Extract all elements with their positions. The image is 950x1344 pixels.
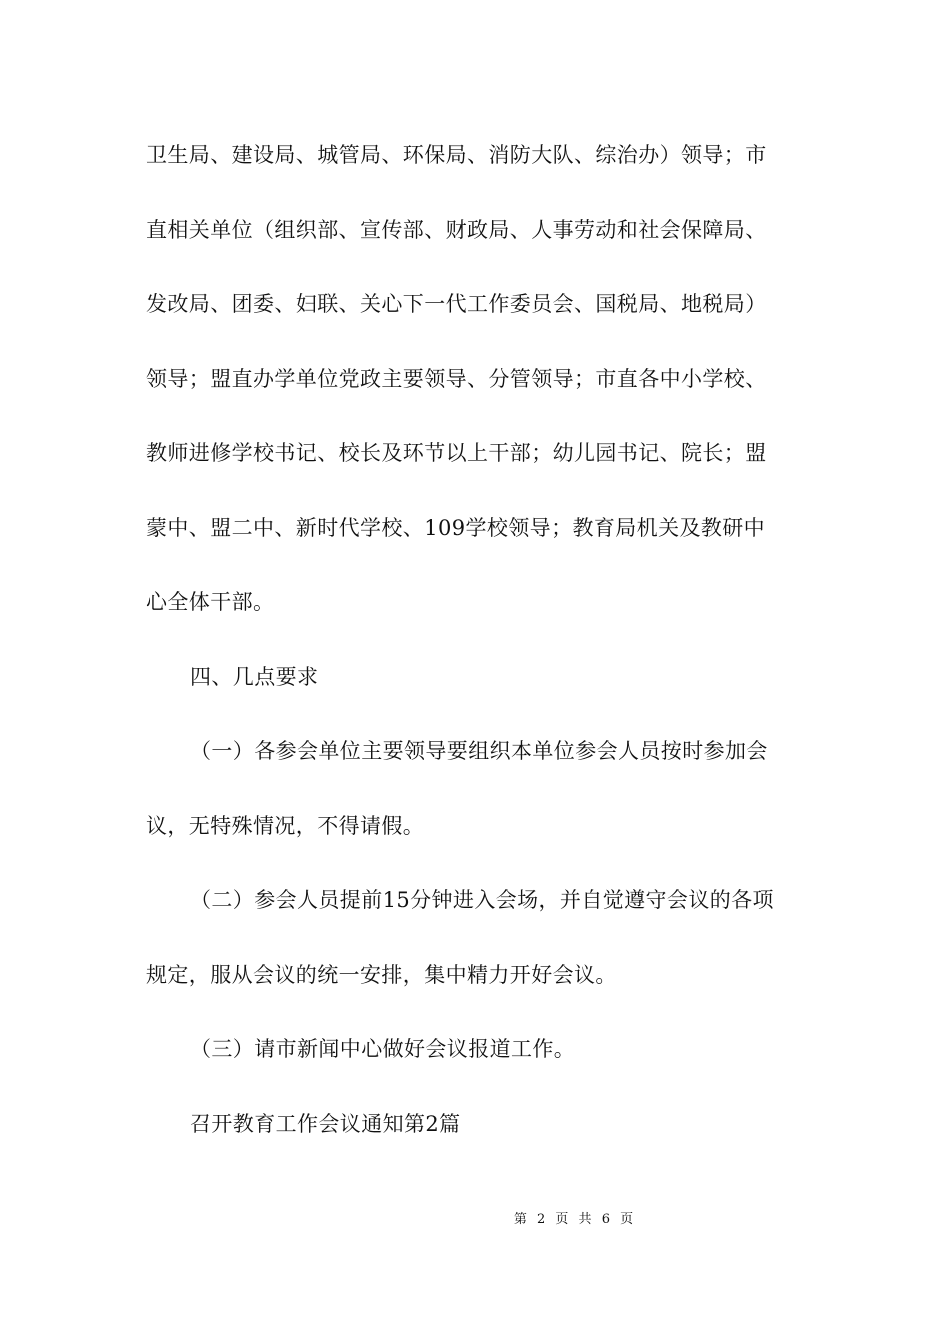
text-line: 议，无特殊情况，不得请假。: [146, 813, 425, 838]
text-line: （一）各参会单位主要领导要组织本单位参会人员按时参加会: [190, 739, 768, 763]
text-line: 教师进修学校书记、校长及环节以上干部；幼儿园书记、院长；盟: [146, 441, 767, 465]
page-number-footer: 第 2 页 共 6 页: [513, 1212, 637, 1227]
text-line: （三）请市新闻中心做好会议报道工作。: [190, 1037, 576, 1061]
article-title: 召开教育工作会议通知第2篇: [190, 1111, 461, 1136]
text-line: （二）参会人员提前15分钟进入会场，并自觉遵守会议的各项: [190, 888, 774, 912]
text-line: 领导；盟直办学单位党政主要领导、分管领导；市直各中小学校、: [146, 366, 767, 391]
document-body: [146, 130, 816, 1173]
text-line: 发改局、团委、妇联、关心下一代工作委员会、国税局、地税局）: [146, 292, 767, 316]
text-line: 规定，服从会议的统一安排，集中精力开好会议。: [146, 962, 617, 987]
text-line: 蒙中、盟二中、新时代学校、109学校领导；教育局机关及教研中: [146, 515, 766, 540]
text-line: 心全体干部。: [146, 590, 275, 614]
text-line: 卫生局、建设局、城管局、环保局、消防大队、综治办）领导；市: [146, 143, 767, 167]
text-line: 直相关单位（组织部、宣传部、财政局、人事劳动和社会保障局、: [146, 217, 767, 242]
section-heading: 四、几点要求: [190, 664, 319, 689]
